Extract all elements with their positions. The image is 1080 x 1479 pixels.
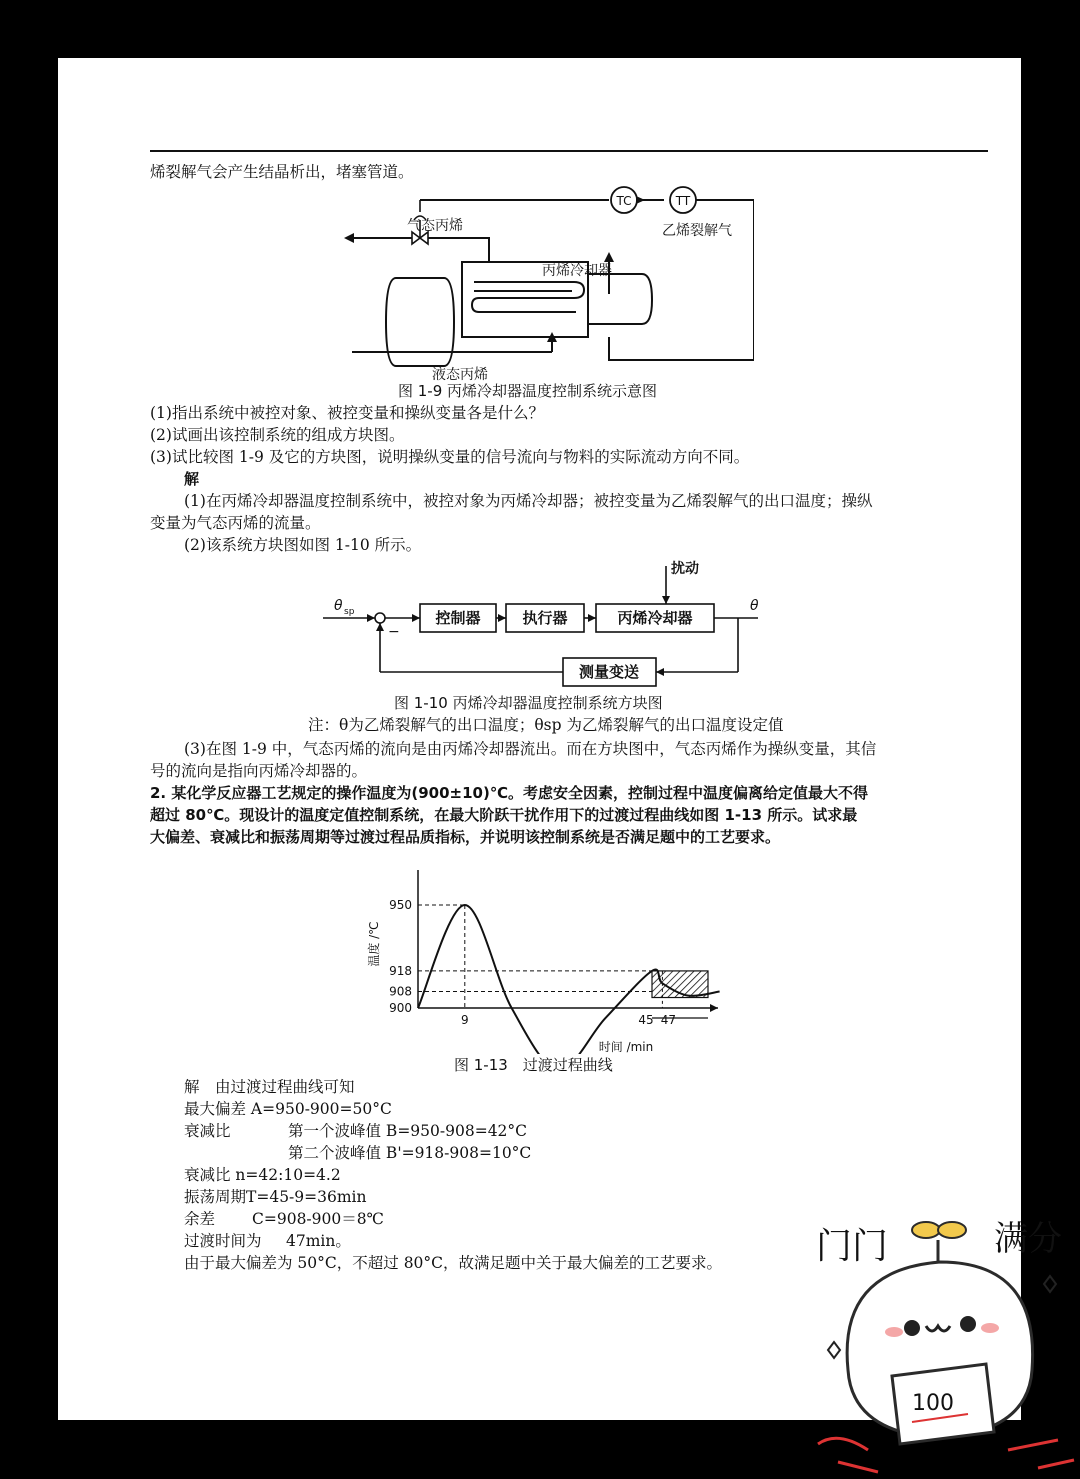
sprout-icon bbox=[912, 1222, 966, 1262]
theta-sp-subscript: sp bbox=[344, 607, 355, 617]
oscillation-period: 振荡周期T=45-9=36min bbox=[184, 1188, 367, 1206]
answer-3-line-2: 号的流向是指向丙烯冷却器的。 bbox=[150, 762, 368, 780]
question-2: (2)试画出该控制系统的组成方块图。 bbox=[150, 426, 405, 444]
figure-1-9-diagram bbox=[344, 182, 754, 382]
liquid-propylene-label: 液态丙烯 bbox=[432, 367, 488, 382]
y-tick-label: 918 bbox=[389, 963, 412, 978]
problem-2-line-1: 2. 某化学反应器工艺规定的操作温度为(900±10)℃。考虑安全因素，控制过程中温度偏离给定值最大不得 bbox=[150, 784, 868, 802]
transmitter-block: 测量变送 bbox=[578, 663, 640, 681]
tt-label: TT bbox=[675, 194, 691, 208]
theta-output-label: θ bbox=[750, 598, 759, 614]
gas-propylene-label: 气态丙烯 bbox=[407, 218, 463, 234]
solution-2-intro: 解 由过渡过程曲线可知 bbox=[184, 1078, 355, 1096]
controller-block: 控制器 bbox=[435, 609, 481, 627]
x-tick-label: 47 bbox=[660, 1013, 677, 1027]
first-peak: 第一个波峰值 B=950-908=42°C bbox=[288, 1122, 528, 1140]
offset-label: 余差 bbox=[184, 1210, 216, 1228]
ethylene-gas-label: 乙烯裂解气 bbox=[662, 223, 732, 239]
question-1: (1)指出系统中被控对象、被控变量和操纵变量各是什么？ bbox=[150, 404, 544, 422]
answer-2: (2)该系统方块图如图 1-10 所示。 bbox=[184, 536, 422, 554]
x-tick-label: 9 bbox=[460, 1013, 469, 1027]
settling-time-label: 过渡时间为 bbox=[184, 1232, 262, 1250]
score-text: 100 bbox=[912, 1391, 954, 1416]
actuator-block: 执行器 bbox=[522, 609, 568, 627]
theta-sp-label: θ bbox=[334, 598, 343, 614]
problem-2-line-2: 超过 80℃。现设计的温度定值控制系统，在最大阶跃干扰作用下的过渡过程曲线如图 1-13 所示。试求最 bbox=[150, 806, 858, 824]
answer-1-line-1: (1)在丙烯冷却器温度控制系统中，被控对象为丙烯冷却器；被控变量为乙烯裂解气的出口温度；操纵 bbox=[184, 492, 873, 510]
decay-ratio-label: 衰减比 bbox=[184, 1122, 231, 1140]
max-deviation: 最大偏差 A=950-900=50°C bbox=[184, 1100, 392, 1118]
solution-label: 解 bbox=[184, 470, 200, 488]
answer-3-line-1: (3)在图 1-9 中，气态丙烯的流向是由丙烯冷却器流出。而在方块图中，气态丙烯作为操纵变量，其信 bbox=[184, 740, 877, 758]
header-rule bbox=[150, 150, 988, 152]
minus-sign: − bbox=[388, 624, 400, 640]
figure-1-9-caption: 图 1-9 丙烯冷却器温度控制系统示意图 bbox=[398, 382, 658, 400]
score-sticker bbox=[808, 1200, 1080, 1479]
offset-value: C=908-900＝8℃ bbox=[252, 1210, 384, 1228]
cooler-block: 丙烯冷却器 bbox=[617, 609, 693, 627]
figure-1-13-caption: 图 1-13 过渡过程曲线 bbox=[454, 1056, 613, 1074]
y-tick-label: 908 bbox=[389, 984, 412, 999]
x-axis-label: 时间 /min bbox=[598, 1040, 654, 1054]
cooler-label: 丙烯冷却器 bbox=[542, 263, 612, 279]
problem-2-line-3: 大偏差、衰减比和振荡周期等过渡过程品质指标，并说明该控制系统是否满足题中的工艺要求。 bbox=[150, 828, 781, 846]
conclusion: 由于最大偏差为 50°C，不超过 80°C，故满足题中关于最大偏差的工艺要求。 bbox=[184, 1254, 723, 1272]
y-tick-label: 900 bbox=[389, 1001, 412, 1015]
figure-1-10-note: 注：θ为乙烯裂解气的出口温度；θsp 为乙烯裂解气的出口温度设定值 bbox=[308, 716, 784, 734]
disturbance-label: 扰动 bbox=[671, 561, 699, 577]
figure-1-13-chart bbox=[348, 864, 738, 1054]
intro-paragraph: 烯裂解气会产生结晶析出，堵塞管道。 bbox=[150, 163, 414, 181]
figure-1-10-block-diagram bbox=[318, 556, 778, 694]
question-3: (3)试比较图 1-9 及它的方块图，说明操纵变量的信号流向与物料的实际流动方向不同。 bbox=[150, 448, 750, 466]
x-tick-label: 45 bbox=[638, 1013, 654, 1027]
decay-ratio: 衰减比 n=42:10=4.2 bbox=[184, 1166, 341, 1184]
score-card-icon bbox=[892, 1364, 994, 1444]
second-peak: 第二个波峰值 B'=918-908=10°C bbox=[288, 1144, 532, 1162]
x-axis-arrow bbox=[710, 1004, 718, 1012]
answer-1-line-2: 变量为气态丙烯的流量。 bbox=[150, 514, 321, 532]
tc-label: TC bbox=[616, 194, 632, 208]
settling-time-value: 47min。 bbox=[286, 1232, 351, 1250]
sticker-text-right: 满分 bbox=[994, 1219, 1062, 1259]
y-axis-label: 温度 /℃ bbox=[367, 921, 381, 967]
figure-1-10-caption: 图 1-10 丙烯冷却器温度控制系统方块图 bbox=[394, 694, 663, 712]
y-tick-label: 950 bbox=[389, 898, 412, 912]
sticker-text-left: 门门 bbox=[816, 1226, 889, 1267]
